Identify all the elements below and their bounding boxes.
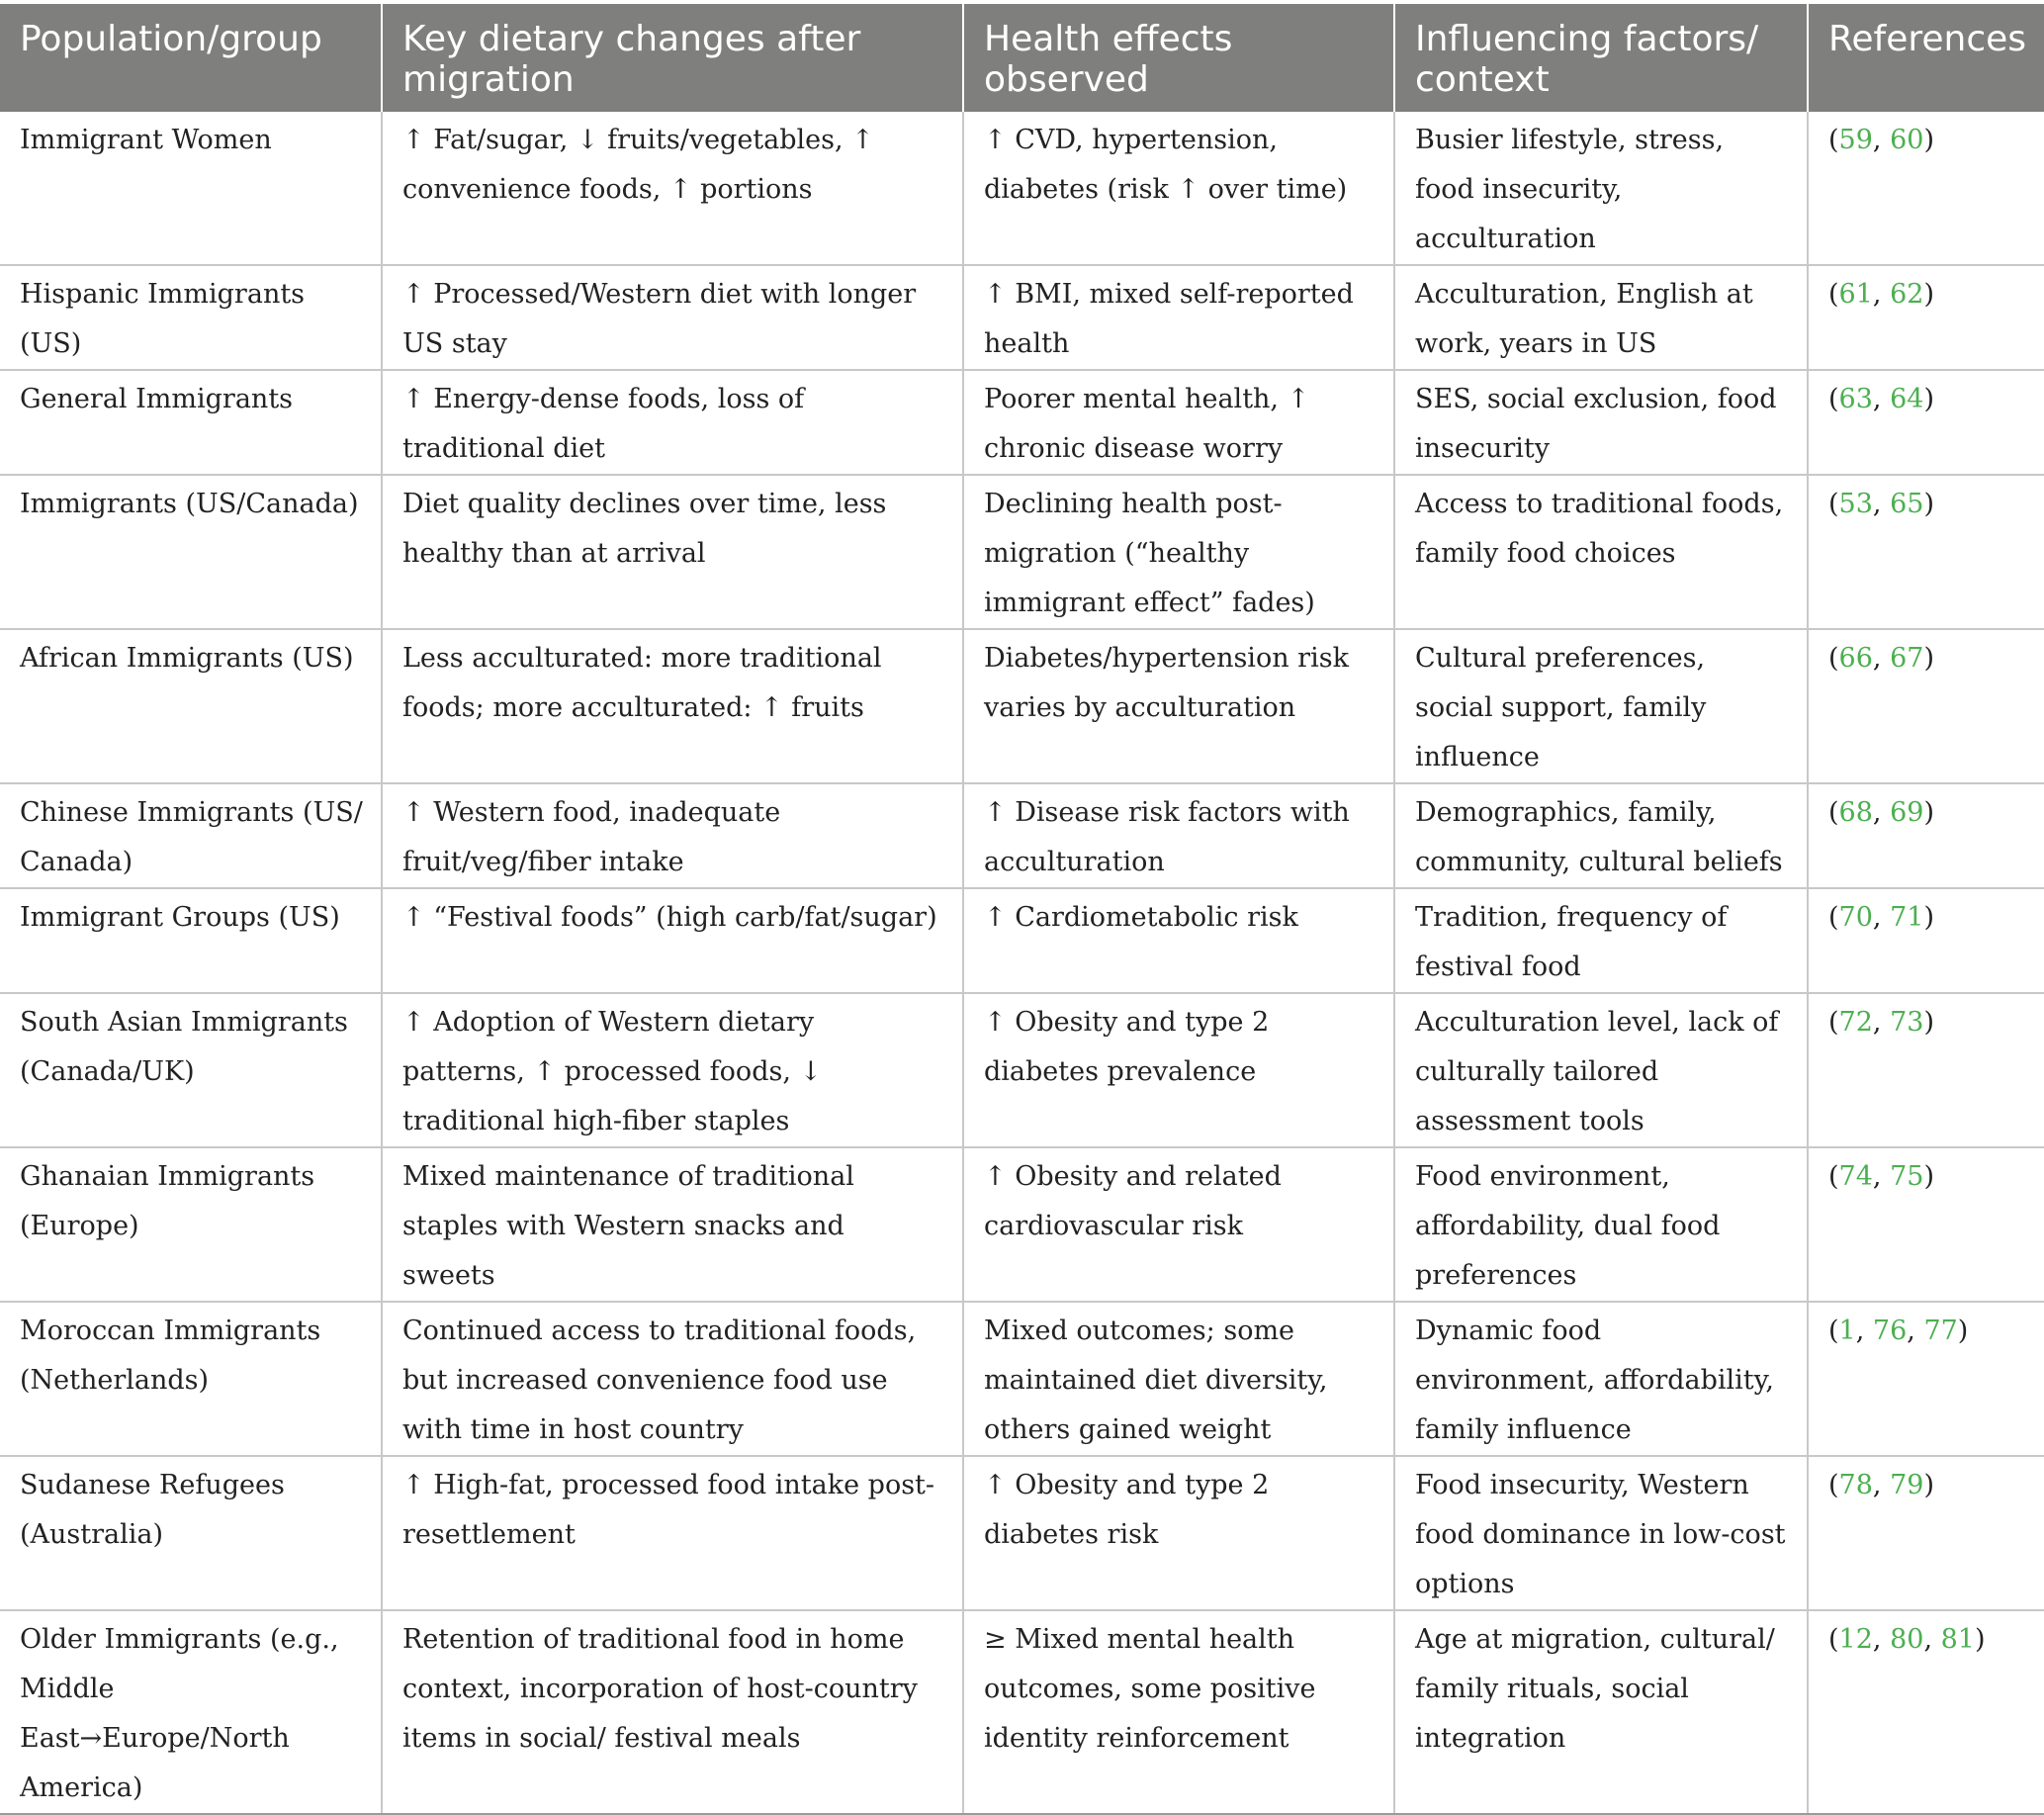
cell-factors: Age at migration, cultural/ family rituals, social integration bbox=[1394, 1610, 1808, 1814]
cell-factors: Dynamic food environment, affordability, family influence bbox=[1394, 1302, 1808, 1456]
cell-health-effects: Mixed outcomes; some maintained diet diversity, others gained weight bbox=[963, 1302, 1394, 1456]
table-row bbox=[0, 1147, 2044, 1302]
cell-dietary-changes: ↑ Fat/sugar, ↓ fruits/vegetables, ↑ convenience foods, ↑ portions bbox=[382, 112, 963, 265]
cell-dietary-changes: ↑ Energy-dense foods, loss of traditional diet bbox=[382, 370, 963, 475]
cell-references: (74, 75) bbox=[1808, 1147, 2044, 1302]
cell-population: African Immigrants (US) bbox=[0, 629, 382, 783]
header-row bbox=[0, 4, 2044, 112]
cell-references: (68, 69) bbox=[1808, 783, 2044, 888]
reference-link[interactable]: 12 bbox=[1838, 1624, 1873, 1655]
cell-references: (12, 80, 81) bbox=[1808, 1610, 2044, 1814]
reference-link[interactable]: 60 bbox=[1890, 125, 1924, 155]
cell-dietary-changes: ↑ Processed/Western diet with longer US stay bbox=[382, 265, 963, 370]
data-table bbox=[0, 4, 2044, 1815]
reference-link[interactable]: 72 bbox=[1838, 1007, 1873, 1038]
table-row bbox=[0, 1302, 2044, 1456]
cell-population: Moroccan Immigrants (Netherlands) bbox=[0, 1302, 382, 1456]
cell-references: (61, 62) bbox=[1808, 265, 2044, 370]
cell-factors: Cultural preferences, social support, family influence bbox=[1394, 629, 1808, 783]
reference-link[interactable]: 81 bbox=[1940, 1624, 1975, 1655]
reference-link[interactable]: 73 bbox=[1890, 1007, 1924, 1038]
table-row bbox=[0, 475, 2044, 629]
table-row bbox=[0, 783, 2044, 888]
cell-factors: Demographics, family, community, cultural beliefs bbox=[1394, 783, 1808, 888]
table-row bbox=[0, 993, 2044, 1147]
reference-link[interactable]: 1 bbox=[1838, 1316, 1856, 1346]
header-factors: Influencing factors/ context bbox=[1394, 4, 1808, 112]
reference-link[interactable]: 68 bbox=[1838, 797, 1873, 828]
cell-health-effects: ↑ CVD, hypertension, diabetes (risk ↑ over time) bbox=[963, 112, 1394, 265]
reference-link[interactable]: 65 bbox=[1890, 489, 1924, 519]
cell-factors: Tradition, frequency of festival food bbox=[1394, 888, 1808, 993]
cell-health-effects: ↑ Obesity and type 2 diabetes risk bbox=[963, 1456, 1394, 1610]
cell-health-effects: Poorer mental health, ↑ chronic disease worry bbox=[963, 370, 1394, 475]
table-row bbox=[0, 370, 2044, 475]
cell-references: (63, 64) bbox=[1808, 370, 2044, 475]
table-row bbox=[0, 265, 2044, 370]
reference-link[interactable]: 79 bbox=[1890, 1470, 1924, 1500]
cell-dietary-changes: Less acculturated: more traditional foods; more acculturated: ↑ fruits bbox=[382, 629, 963, 783]
header-population: Population/group bbox=[20, 19, 322, 59]
cell-factors: Busier lifestyle, stress, food insecurity, acculturation bbox=[1394, 112, 1808, 265]
reference-link[interactable]: 70 bbox=[1838, 902, 1873, 933]
table-row bbox=[0, 1456, 2044, 1610]
reference-link[interactable]: 53 bbox=[1838, 489, 1873, 519]
cell-factors: SES, social exclusion, food insecurity bbox=[1394, 370, 1808, 475]
cell-factors: Food environment, affordability, dual food preferences bbox=[1394, 1147, 1808, 1302]
reference-link[interactable]: 80 bbox=[1890, 1624, 1924, 1655]
reference-link[interactable]: 71 bbox=[1890, 902, 1924, 933]
cell-dietary-changes: ↑ Adoption of Western dietary patterns, ↑ processed foods, ↓ traditional high-fiber staples bbox=[382, 993, 963, 1147]
cell-population: Chinese Immigrants (US/ Canada) bbox=[0, 783, 382, 888]
reference-link[interactable]: 63 bbox=[1838, 384, 1873, 414]
cell-dietary-changes: Retention of traditional food in home context, incorporation of host-country items in social/ festival meals bbox=[382, 1610, 963, 1814]
cell-references: (72, 73) bbox=[1808, 993, 2044, 1147]
reference-link[interactable]: 59 bbox=[1838, 125, 1873, 155]
reference-link[interactable]: 69 bbox=[1890, 797, 1924, 828]
table-row bbox=[0, 112, 2044, 265]
cell-factors: Food insecurity, Western food dominance in low-cost options bbox=[1394, 1456, 1808, 1610]
cell-population: Immigrants (US/Canada) bbox=[0, 475, 382, 629]
cell-references: (66, 67) bbox=[1808, 629, 2044, 783]
cell-population: Older Immigrants (e.g., Middle East→Europe/North America) bbox=[0, 1610, 382, 1814]
cell-factors: Acculturation level, lack of culturally tailored assessment tools bbox=[1394, 993, 1808, 1147]
reference-link[interactable]: 78 bbox=[1838, 1470, 1873, 1500]
header-references: References bbox=[1808, 4, 2044, 112]
table-header bbox=[0, 4, 2044, 112]
reference-link[interactable]: 61 bbox=[1838, 279, 1873, 310]
cell-population: Immigrant Groups (US) bbox=[0, 888, 382, 993]
cell-dietary-changes: Diet quality declines over time, less healthy than at arrival bbox=[382, 475, 963, 629]
table-row bbox=[0, 888, 2044, 993]
cell-health-effects: ↑ Disease risk factors with acculturation bbox=[963, 783, 1394, 888]
cell-dietary-changes: Mixed maintenance of traditional staples with Western snacks and sweets bbox=[382, 1147, 963, 1302]
cell-references: (1, 76, 77) bbox=[1808, 1302, 2044, 1456]
cell-health-effects: ↑ Obesity and related cardiovascular risk bbox=[963, 1147, 1394, 1302]
reference-link[interactable]: 77 bbox=[1923, 1316, 1958, 1346]
reference-link[interactable]: 76 bbox=[1872, 1316, 1908, 1346]
cell-dietary-changes: ↑ Western food, inadequate fruit/veg/fiber intake bbox=[382, 783, 963, 888]
reference-link[interactable]: 75 bbox=[1890, 1161, 1924, 1192]
cell-dietary-changes: Continued access to traditional foods, but increased convenience food use with time in host country bbox=[382, 1302, 963, 1456]
cell-factors: Access to traditional foods, family food choices bbox=[1394, 475, 1808, 629]
cell-references: (59, 60) bbox=[1808, 112, 2044, 265]
cell-health-effects: ↑ Cardiometabolic risk bbox=[963, 888, 1394, 993]
cell-population: General Immigrants bbox=[0, 370, 382, 475]
cell-population: Hispanic Immigrants (US) bbox=[0, 265, 382, 370]
cell-health-effects: ≥ Mixed mental health outcomes, some positive identity reinforcement bbox=[963, 1610, 1394, 1814]
cell-population: South Asian Immigrants (Canada/UK) bbox=[0, 993, 382, 1147]
reference-link[interactable]: 74 bbox=[1838, 1161, 1873, 1192]
reference-link[interactable]: 62 bbox=[1890, 279, 1924, 310]
reference-link[interactable]: 66 bbox=[1838, 643, 1873, 674]
cell-health-effects: Diabetes/hypertension risk varies by acculturation bbox=[963, 629, 1394, 783]
reference-link[interactable]: 67 bbox=[1890, 643, 1924, 674]
cell-population: Immigrant Women bbox=[0, 112, 382, 265]
cell-dietary-changes: ↑ “Festival foods” (high carb/fat/sugar) bbox=[382, 888, 963, 993]
cell-health-effects: ↑ Obesity and type 2 diabetes prevalence bbox=[963, 993, 1394, 1147]
cell-dietary-changes: ↑ High-fat, processed food intake post-resettlement bbox=[382, 1456, 963, 1610]
table-row bbox=[0, 1610, 2044, 1814]
cell-health-effects: Declining health post-migration (“healthy immigrant effect” fades) bbox=[963, 475, 1394, 629]
table-body bbox=[0, 112, 2044, 1814]
reference-link[interactable]: 64 bbox=[1890, 384, 1924, 414]
cell-population: Ghanaian Immigrants (Europe) bbox=[0, 1147, 382, 1302]
cell-factors: Acculturation, English at work, years in US bbox=[1394, 265, 1808, 370]
cell-population: Sudanese Refugees (Australia) bbox=[0, 1456, 382, 1610]
cell-references: (70, 71) bbox=[1808, 888, 2044, 993]
table-row bbox=[0, 629, 2044, 783]
cell-references: (53, 65) bbox=[1808, 475, 2044, 629]
header-health-effects: Health effects observed bbox=[963, 4, 1394, 112]
cell-health-effects: ↑ BMI, mixed self-reported health bbox=[963, 265, 1394, 370]
header-dietary-changes: Key dietary changes after migration bbox=[382, 4, 963, 112]
cell-references: (78, 79) bbox=[1808, 1456, 2044, 1610]
